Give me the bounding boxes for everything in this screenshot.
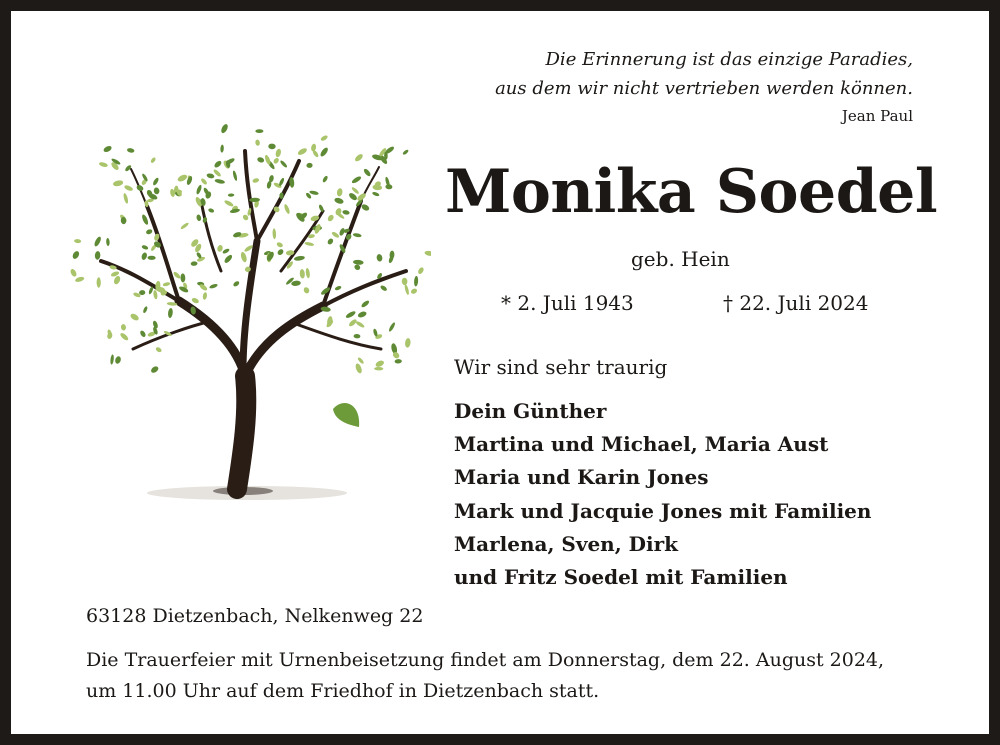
mourners-list	[454, 395, 871, 594]
leaf	[331, 231, 340, 239]
leaf	[353, 233, 362, 238]
leaf	[303, 286, 310, 294]
leaf	[114, 356, 121, 365]
leaf	[162, 282, 170, 287]
leaf	[276, 241, 284, 248]
leaf	[180, 222, 190, 230]
leaf	[380, 284, 388, 291]
leaf	[232, 170, 238, 181]
leaf	[402, 149, 409, 156]
leaf	[388, 322, 396, 333]
leaf	[417, 266, 425, 275]
leaf	[327, 214, 335, 223]
leaf	[152, 320, 159, 329]
leaf	[141, 244, 149, 250]
leaf	[372, 184, 382, 190]
leaf	[213, 160, 222, 169]
leaf	[228, 193, 235, 197]
leaf	[113, 179, 124, 187]
leaf	[152, 177, 160, 186]
leaf	[141, 214, 149, 226]
leaf	[123, 193, 129, 204]
leaf	[376, 254, 383, 262]
leaf	[345, 310, 357, 319]
leaf	[217, 244, 224, 252]
leaf	[113, 275, 122, 285]
mourner-line: Mark und Jacquie Jones mit Familien	[454, 498, 872, 523]
leaf	[354, 363, 363, 375]
leaf	[177, 173, 189, 183]
birth-date: * 2. Juli 1943	[501, 291, 634, 315]
leaf	[360, 203, 370, 212]
leaf	[127, 147, 135, 153]
leaf	[283, 203, 290, 214]
family-address: 63128 Dietzenbach, Nelkenweg 22	[86, 605, 424, 627]
leaf	[272, 157, 279, 165]
leaf	[402, 278, 408, 286]
leaf	[121, 324, 127, 331]
leaf	[395, 359, 402, 364]
leaf	[334, 197, 345, 205]
leaf	[75, 276, 85, 283]
leaf	[208, 208, 215, 214]
leaf	[279, 160, 288, 169]
leaf	[195, 184, 202, 195]
leaf	[180, 273, 185, 282]
leaf	[276, 248, 284, 256]
leaf	[306, 163, 312, 168]
leaf	[103, 145, 113, 154]
leaf	[255, 129, 263, 133]
leaf	[106, 332, 113, 340]
service-line-1: Die Trauerfeier mit Urnenbeisetzung findet am Donnerstag, dem 22. August 2024,	[86, 649, 885, 671]
leaf	[191, 297, 200, 304]
leaf	[372, 191, 380, 197]
leaf	[275, 148, 282, 158]
leaf	[351, 175, 362, 184]
leaf	[145, 228, 153, 235]
leaf	[139, 330, 147, 338]
leaf	[414, 276, 419, 287]
leaf	[222, 248, 230, 255]
leaf	[124, 184, 134, 192]
leaf	[309, 190, 319, 196]
leaf	[255, 139, 260, 146]
leaf	[106, 238, 110, 246]
leaf	[336, 188, 343, 197]
leaf	[410, 288, 418, 295]
leaf	[214, 178, 225, 184]
leaf	[304, 241, 314, 246]
leaf	[294, 255, 306, 261]
leaf	[153, 187, 160, 195]
leaf	[357, 310, 367, 318]
quote-author: Jean Paul	[841, 107, 913, 125]
leaf	[202, 292, 207, 300]
leaf	[191, 261, 198, 266]
leaf	[153, 290, 158, 300]
quote-line-2: aus dem wir nicht vertrieben werden können.	[495, 78, 913, 99]
leaf	[360, 299, 370, 308]
leaf	[354, 153, 364, 163]
leaf	[220, 144, 224, 152]
leaf	[69, 268, 77, 278]
leaf	[206, 173, 215, 179]
leaf	[196, 214, 202, 222]
leaf	[319, 146, 329, 157]
service-details	[86, 645, 884, 707]
leaf	[110, 354, 114, 365]
leaf	[119, 332, 129, 342]
leaf	[354, 334, 361, 339]
leaf	[223, 254, 233, 264]
leaf	[155, 346, 162, 353]
leaf	[209, 283, 218, 289]
leaf	[320, 134, 329, 141]
leaf-icon	[333, 403, 359, 427]
leaf	[240, 251, 248, 263]
leaf	[375, 359, 385, 368]
service-line-2: um 11.00 Uhr auf dem Friedhof in Dietzenbach statt.	[86, 680, 600, 702]
mourner-line: Marlena, Sven, Dirk	[454, 531, 678, 556]
leaf	[147, 256, 155, 260]
leaf	[232, 280, 240, 287]
leaf	[299, 269, 305, 279]
tree-leaves	[69, 123, 431, 374]
leaf	[363, 168, 372, 178]
leaf	[97, 277, 101, 287]
leaf	[252, 178, 260, 184]
leaf	[310, 143, 316, 152]
leaf	[139, 290, 146, 296]
leaf	[224, 199, 235, 207]
leaf	[404, 284, 410, 295]
leaf	[168, 308, 174, 318]
leaf	[424, 250, 431, 257]
leaf	[342, 209, 350, 215]
mourner-line: Martina und Michael, Maria Aust	[454, 432, 829, 457]
mourners-intro: Wir sind sehr traurig	[454, 355, 668, 379]
mourner-line: und Fritz Soedel mit Familien	[454, 565, 788, 590]
quote	[495, 45, 913, 103]
leaf	[291, 280, 301, 286]
leaf	[385, 184, 392, 189]
leaf	[305, 268, 310, 279]
leaf	[141, 252, 148, 261]
leaf	[150, 365, 160, 374]
mourner-line: Dein Günther	[454, 399, 607, 423]
leaf	[353, 259, 364, 265]
leaf	[334, 285, 342, 291]
deceased-name: Monika Soedel	[445, 157, 938, 227]
leaf	[150, 157, 157, 164]
leaf	[268, 143, 276, 149]
maiden-name: geb. Hein	[631, 247, 730, 271]
leaf	[95, 251, 101, 260]
leaf	[355, 320, 365, 328]
mourner-line: Maria und Karin Jones	[454, 465, 709, 490]
leaf	[272, 228, 276, 239]
death-date: † 22. Juli 2024	[723, 291, 869, 315]
leaf	[71, 250, 80, 260]
leaf	[142, 306, 148, 314]
leaf	[374, 367, 383, 371]
leaf	[257, 156, 265, 163]
leaf	[322, 175, 329, 183]
leaf	[357, 357, 365, 365]
leaf	[220, 123, 229, 134]
leaf	[98, 161, 108, 168]
leaf	[200, 177, 208, 185]
leaf	[405, 338, 412, 348]
leaf	[74, 239, 81, 244]
leaf	[129, 312, 139, 321]
leaf	[327, 238, 335, 246]
leaf	[297, 147, 308, 156]
leaf	[93, 236, 102, 248]
tree-illustration	[61, 121, 431, 511]
quote-line-1: Die Erinnerung ist das einzige Paradies,	[545, 49, 913, 70]
leaf	[172, 271, 181, 280]
